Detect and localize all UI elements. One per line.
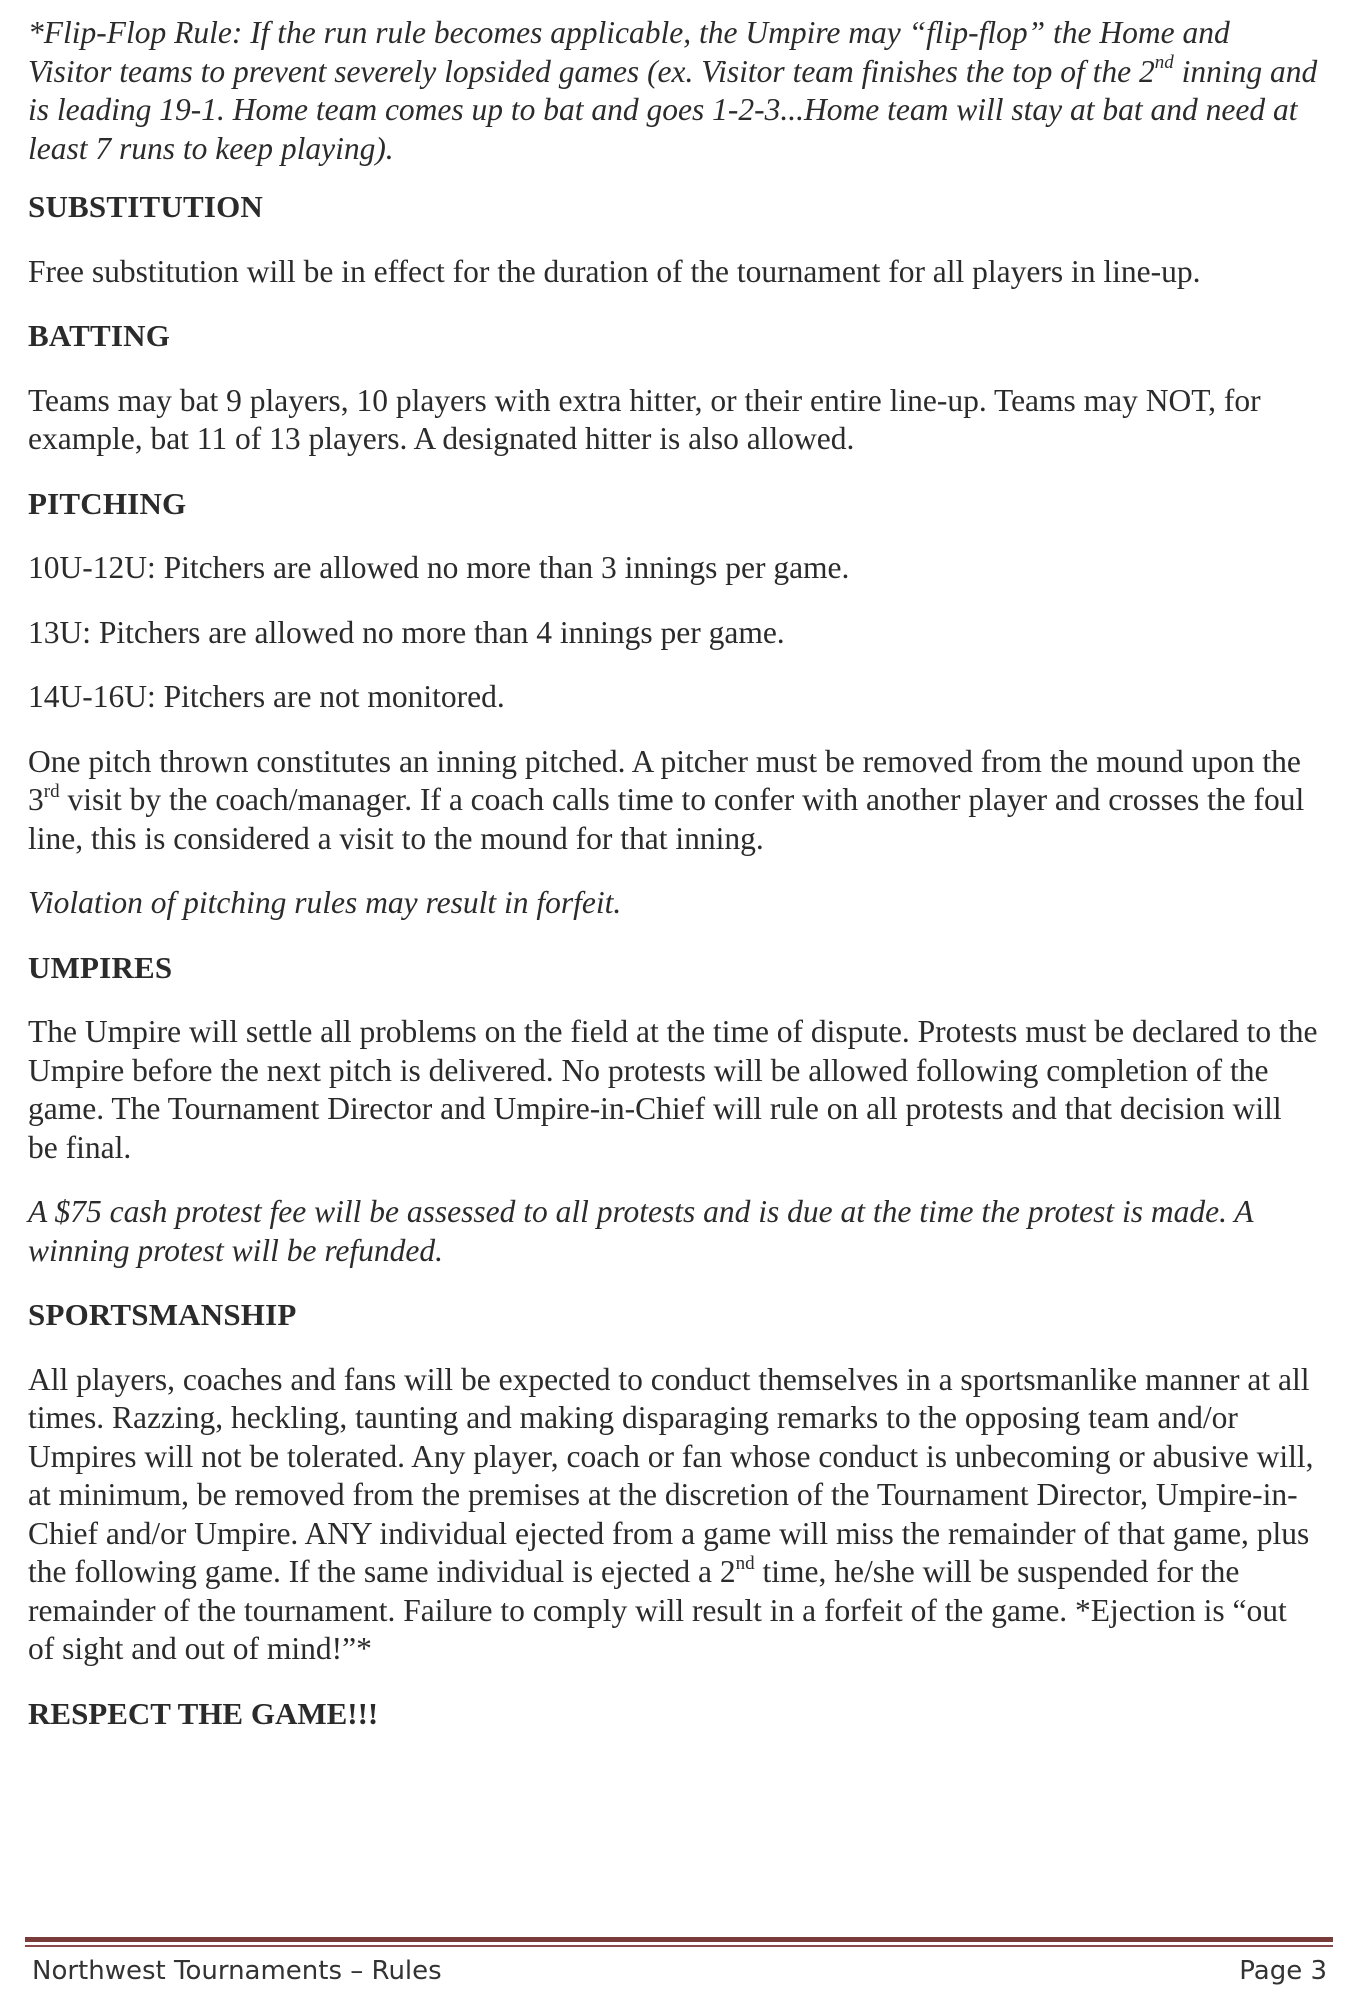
pitching-rule-13u: 13U: Pitchers are allowed no more than 4 innings per game. xyxy=(28,614,785,650)
footer-divider-thin xyxy=(25,1945,1333,1947)
umpires-text: The Umpire will settle all problems on the field at the time of dispute. Protests must be declared to the Umpire before the next pitch is delivered. No protests will be allowed following completion of the game. The Tournament Director and Umpire-in-Chief will rule on all protests and that decision will be final. xyxy=(28,1014,1318,1165)
sportsmanship-superscript: nd xyxy=(735,1552,755,1574)
flip-flop-rule xyxy=(28,14,1318,168)
batting-heading: BATTING xyxy=(28,318,171,353)
substitution-text: Free substitution will be in effect for the duration of the tournament for all players in line-up. xyxy=(28,253,1201,289)
footer-page-number: Page 3 xyxy=(1239,1956,1327,1986)
pitching-heading: PITCHING xyxy=(28,485,187,521)
sportsmanship-text-end: time, he/she will be suspended for the remainder of the tournament. Failure to comply will result in a forfeit of the game. *Ejection is “out of sight and out of mind!”* xyxy=(28,1554,1287,1666)
protest-fee-note: A $75 cash protest fee will be assessed to all protests and is due at the time the protest is made. A winning protest will be refunded. xyxy=(28,1194,1253,1268)
sportsmanship-text xyxy=(28,1361,1318,1669)
umpires-heading: UMPIRES xyxy=(28,949,173,985)
pitching-detail-superscript: rd xyxy=(43,780,60,802)
flip-flop-text-start: *Flip-Flop Rule: If the run rule becomes applicable, the Umpire may “flip-flop” the Home and Visitor teams to prevent severely lopsided games (ex. Visitor team finishes the top of the 2 xyxy=(28,15,1230,89)
substitution-heading: SUBSTITUTION xyxy=(28,189,263,224)
flip-flop-superscript: nd xyxy=(1154,52,1174,73)
pitching-rule-10u-12u: 10U-12U: Pitchers are allowed no more than 3 innings per game. xyxy=(28,550,850,585)
pitching-detail-start: One pitch thrown constitutes an inning pitched. A pitcher must be removed from the mound upon the 3 xyxy=(28,743,1301,817)
pitching-detail-end: visit by the coach/manager. If a coach calls time to confer with another player and crosses the foul line, this is considered a visit to the mound for that inning. xyxy=(28,782,1305,856)
pitching-rule-14u-16u: 14U-16U: Pitchers are not monitored. xyxy=(28,679,505,714)
document-body xyxy=(28,14,1318,1733)
footer-divider-thick xyxy=(25,1937,1333,1942)
sportsmanship-text-start: All players, coaches and fans will be expected to conduct themselves in a sportsmanlike manner at all times. Razzing, heckling, taunting and making disparaging remarks to the opposing team and/or Umpires will not be tolerated. Any player, coach or fan whose conduct is unbecoming or abusive will, at minimum, be removed from the premises at the discretion of the Tournament Director, Umpire-in-Chief and/or Umpire. ANY individual ejected from a game will miss the remainder of that game, plus the following game. If the same individual is ejected a 2 xyxy=(28,1361,1314,1589)
flip-flop-text-end: inning and is leading 19-1. Home team comes up to bat and goes 1-2-3...Home team will stay at bat and need at least 7 runs to keep playing). xyxy=(28,53,1318,166)
sportsmanship-heading: SPORTSMANSHIP xyxy=(28,1297,297,1332)
respect-the-game-closing: RESPECT THE GAME!!! xyxy=(28,1695,379,1731)
pitching-detail xyxy=(28,743,1318,859)
footer-document-title: Northwest Tournaments – Rules xyxy=(32,1956,442,1986)
batting-text: Teams may bat 9 players, 10 players with extra hitter, or their entire line-up. Teams may NOT, for example, bat 11 of 13 players. A designated hitter is also allowed. xyxy=(28,382,1261,456)
pitching-violation-note: Violation of pitching rules may result in forfeit. xyxy=(28,885,622,920)
